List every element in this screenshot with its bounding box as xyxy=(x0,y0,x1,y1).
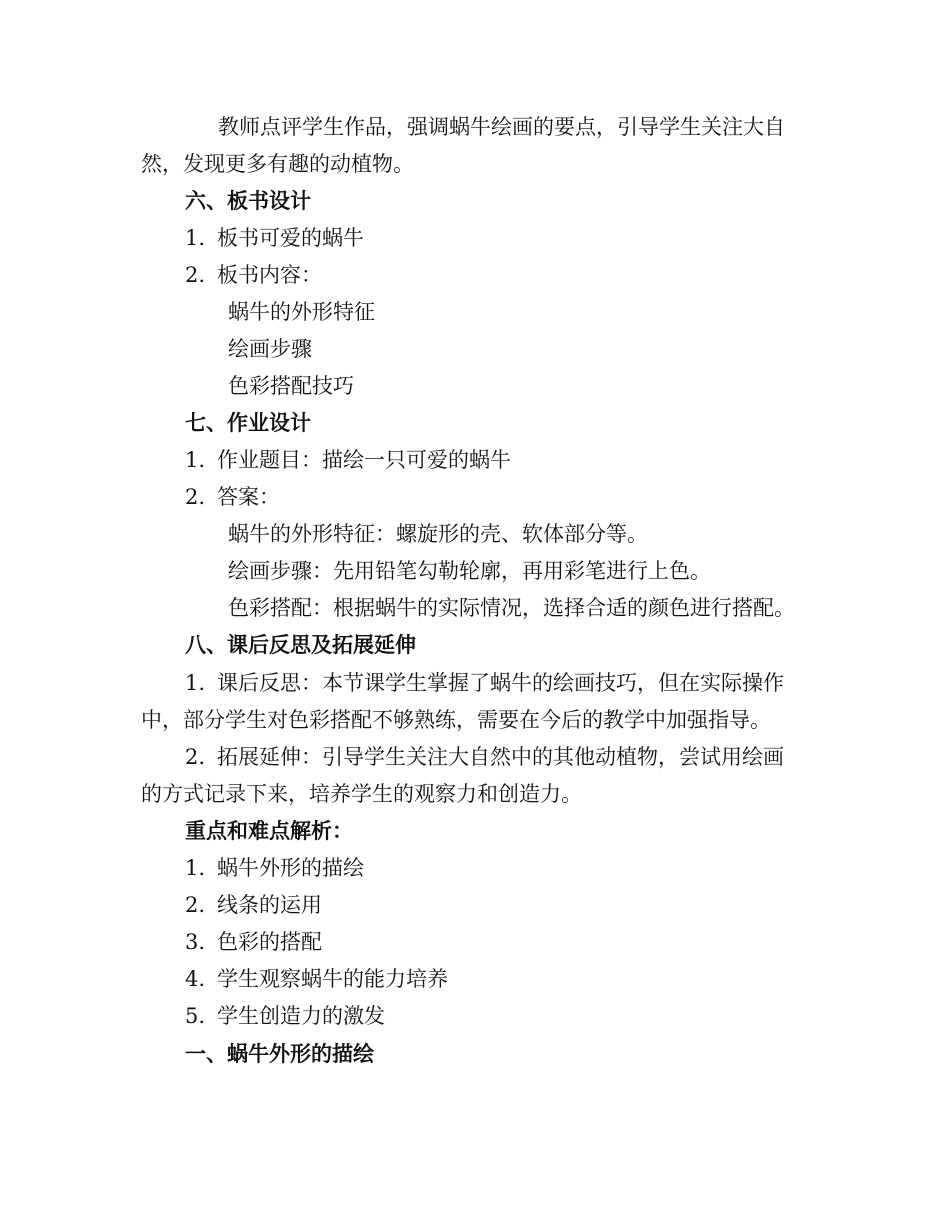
list-text: 学生观察蜗牛的能力培养 xyxy=(217,967,448,991)
list-number: 1. xyxy=(185,448,206,472)
list-text: 板书可爱的蜗牛 xyxy=(217,226,364,250)
list-text: 答案： xyxy=(217,485,280,509)
list-number: 3. xyxy=(185,930,206,954)
list-text: 拓展延伸：引导学生关注大自然中的其他动植物，尝试用绘画 xyxy=(217,745,784,769)
list-text: 作业题目：描绘一只可爱的蜗牛 xyxy=(217,448,511,472)
list-item xyxy=(185,225,364,251)
list-number: 5. xyxy=(185,1004,206,1028)
section-heading-7: 七、作业设计 xyxy=(185,410,311,435)
list-item xyxy=(185,484,280,510)
list-text: 学生创造力的激发 xyxy=(217,1004,385,1028)
list-item xyxy=(185,966,448,992)
section-heading-1: 一、蜗牛外形的描绘 xyxy=(185,1041,374,1066)
section-heading-6: 六、板书设计 xyxy=(185,188,311,213)
sub-item: 绘画步骤 xyxy=(228,337,312,361)
list-item xyxy=(185,262,322,288)
list-item xyxy=(185,1003,385,1029)
list-number: 4. xyxy=(185,967,206,991)
list-number: 2. xyxy=(185,485,206,509)
sub-item: 绘画步骤：先用铅笔勾勒轮廓，再用彩笔进行上色。 xyxy=(228,559,711,583)
list-item xyxy=(185,855,364,881)
list-number: 2. xyxy=(185,893,206,917)
list-text: 线条的运用 xyxy=(217,893,322,917)
section-heading-8: 八、课后反思及拓展延伸 xyxy=(185,632,416,657)
sub-item: 色彩搭配：根据蜗牛的实际情况，选择合适的颜色进行搭配。 xyxy=(228,596,795,620)
list-number: 2. xyxy=(185,745,206,769)
list-number: 1. xyxy=(185,856,206,880)
sub-item: 蜗牛的外形特征：螺旋形的壳、软体部分等。 xyxy=(228,522,648,546)
sub-item: 色彩搭配技巧 xyxy=(228,374,354,398)
list-text: 板书内容： xyxy=(217,263,322,287)
paragraph-line: 的方式记录下来，培养学生的观察力和创造力。 xyxy=(141,782,582,806)
list-item xyxy=(185,929,322,955)
list-number: 1. xyxy=(185,671,206,695)
paragraph-line: 教师点评学生作品，强调蜗牛绘画的要点，引导学生关注大自 xyxy=(218,115,785,139)
analysis-heading: 重点和难点解析： xyxy=(185,818,353,843)
paragraph-line: 然，发现更多有趣的动植物。 xyxy=(141,152,414,176)
list-text: 课后反思：本节课学生掌握了蜗牛的绘画技巧，但在实际操作 xyxy=(217,671,784,695)
sub-item: 蜗牛的外形特征 xyxy=(228,300,375,324)
list-number: 1. xyxy=(185,226,206,250)
paragraph-line xyxy=(185,744,784,770)
list-number: 2. xyxy=(185,263,206,287)
list-item xyxy=(185,892,322,918)
list-text: 色彩的搭配 xyxy=(217,930,322,954)
list-item xyxy=(185,447,511,473)
list-text: 蜗牛外形的描绘 xyxy=(217,856,364,880)
paragraph-line xyxy=(185,670,784,696)
paragraph-line: 中，部分学生对色彩搭配不够熟练，需要在今后的教学中加强指导。 xyxy=(141,708,771,732)
